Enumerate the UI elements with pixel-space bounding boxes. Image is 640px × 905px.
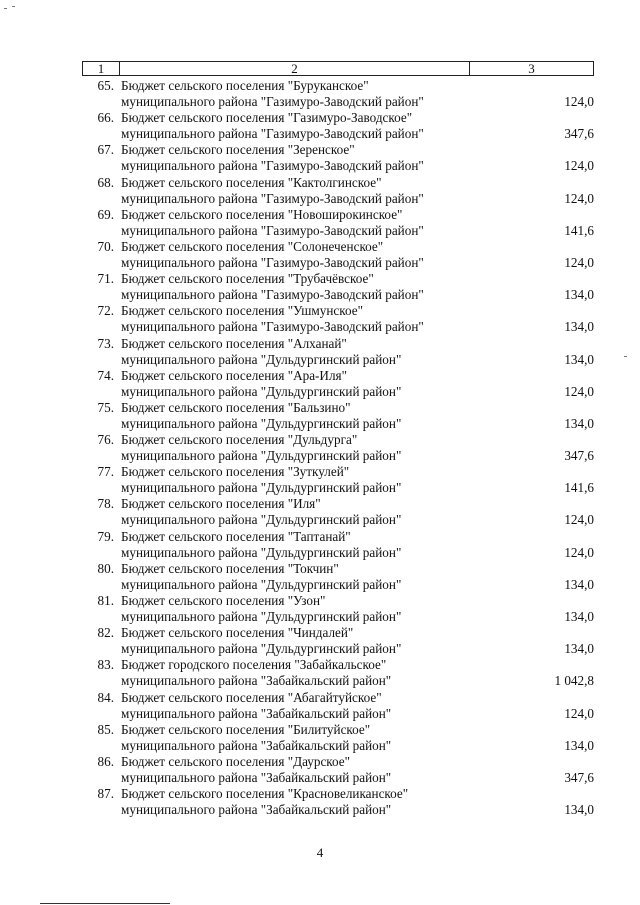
table-row	[0, 238, 640, 270]
row-number: 70.	[97, 238, 114, 254]
row-number: 85.	[97, 721, 114, 737]
table-row	[0, 174, 640, 206]
row-title-line: Бюджет сельского поселения "Трубачёвское"	[121, 271, 374, 287]
page-number: 4	[316, 845, 324, 860]
table-row	[0, 367, 640, 399]
row-number: 80.	[97, 560, 114, 576]
row-amount: 134,0	[564, 351, 594, 367]
row-district-line: муниципального района "Забайкальский район"	[121, 673, 392, 689]
table-row	[0, 592, 640, 624]
table-row	[0, 560, 640, 592]
row-title-line: Бюджет сельского поселения "Таптанай"	[121, 528, 351, 544]
row-district-line: муниципального района "Забайкальский район"	[121, 769, 392, 785]
row-amount: 124,0	[564, 383, 594, 399]
row-amount: 124,0	[564, 190, 594, 206]
header-col-2: 2	[120, 62, 470, 75]
row-amount: 1 042,8	[554, 673, 594, 689]
row-district-line: муниципального района "Дульдургинский район"	[121, 641, 402, 657]
row-district-line: муниципального района "Дульдургинский район"	[121, 383, 402, 399]
row-title-line: Бюджет сельского поселения "Чиндалей"	[121, 625, 354, 641]
row-number: 78.	[97, 496, 114, 512]
row-district-line: муниципального района "Дульдургинский район"	[121, 415, 402, 431]
row-number: 83.	[97, 657, 114, 673]
row-amount: 134,0	[564, 576, 594, 592]
scan-speck	[4, 8, 7, 9]
row-number: 66.	[97, 110, 114, 126]
row-district-line: муниципального района "Газимуро-Заводский район"	[121, 126, 424, 142]
row-district-line: муниципального района "Газимуро-Заводский район"	[121, 254, 424, 270]
row-amount: 124,0	[564, 544, 594, 560]
row-number: 77.	[97, 464, 114, 480]
table-row	[0, 689, 640, 721]
table-row	[0, 753, 640, 785]
table-row	[0, 463, 640, 495]
row-district-line: муниципального района "Газимуро-Заводский район"	[121, 94, 424, 109]
row-district-line: муниципального района "Забайкальский район"	[121, 705, 392, 721]
row-amount: 347,6	[564, 769, 594, 785]
row-amount: 124,0	[564, 705, 594, 721]
row-number: 81.	[97, 593, 114, 608]
row-number: 76.	[97, 432, 114, 448]
row-amount: 124,0	[564, 94, 594, 109]
table-row	[0, 495, 640, 527]
table-row	[0, 656, 640, 688]
footer-rule	[40, 903, 170, 904]
row-title-line: Бюджет сельского поселения "Иля"	[121, 496, 321, 512]
row-title-line: Бюджет сельского поселения "Буруканское"	[121, 78, 369, 93]
table-row	[0, 624, 640, 656]
row-district-line: муниципального района "Забайкальский район"	[121, 802, 392, 818]
row-title-line: Бюджет сельского поселения "Зеренское"	[121, 142, 355, 158]
row-number: 87.	[97, 786, 114, 802]
header-col-3: 3	[528, 61, 535, 76]
table-row	[0, 206, 640, 238]
row-amount: 134,0	[564, 737, 594, 753]
row-title-line: Бюджет сельского поселения "Алханай"	[121, 335, 347, 351]
row-amount: 347,6	[564, 448, 594, 464]
row-district-line: муниципального района "Газимуро-Заводский район"	[121, 158, 424, 174]
table-row	[0, 141, 640, 173]
row-district-line: муниципального района "Дульдургинский район"	[121, 544, 402, 560]
row-amount: 141,6	[564, 480, 594, 496]
row-amount: 134,0	[564, 641, 594, 657]
row-amount: 124,0	[564, 158, 594, 174]
row-district-line: муниципального района "Дульдургинский район"	[121, 448, 402, 464]
table-row	[0, 431, 640, 463]
scan-speck	[624, 356, 627, 357]
table-row	[0, 109, 640, 141]
row-number: 72.	[97, 303, 114, 319]
row-number: 79.	[97, 528, 114, 544]
row-title-line: Бюджет сельского поселения "Билитуйское"	[121, 721, 371, 737]
row-amount: 141,6	[564, 222, 594, 238]
row-title-line: Бюджет сельского поселения "Ушмунское"	[121, 303, 363, 319]
row-number: 71.	[97, 271, 114, 287]
table-row	[0, 528, 640, 560]
row-district-line: муниципального района "Газимуро-Заводский район"	[121, 190, 424, 206]
row-number: 68.	[97, 174, 114, 190]
row-amount: 134,0	[564, 287, 594, 303]
row-amount: 134,0	[564, 609, 594, 624]
row-title-line: Бюджет сельского поселения "Зуткулей"	[121, 464, 350, 480]
row-amount: 134,0	[564, 802, 594, 818]
row-district-line: муниципального района "Газимуро-Заводский район"	[121, 287, 424, 303]
row-amount: 134,0	[564, 415, 594, 431]
row-number: 73.	[97, 335, 114, 351]
row-district-line: муниципального района "Дульдургинский район"	[121, 576, 402, 592]
table-row	[0, 399, 640, 431]
table-row	[0, 302, 640, 334]
row-title-line: Бюджет сельского поселения "Абагайтуйское"	[121, 689, 382, 705]
table-header	[82, 61, 594, 76]
row-number: 82.	[97, 625, 114, 641]
row-amount: 124,0	[564, 512, 594, 528]
row-title-line: Бюджет сельского поселения "Красновеликанское"	[121, 786, 409, 802]
row-number: 75.	[97, 399, 114, 415]
row-district-line: муниципального района "Газимуро-Заводский район"	[121, 319, 424, 335]
row-title-line: Бюджет сельского поселения "Солонеченское"	[121, 238, 384, 254]
table-row	[0, 785, 640, 817]
row-title-line: Бюджет сельского поселения "Узон"	[121, 593, 326, 608]
row-title-line: Бюджет сельского поселения "Даурское"	[121, 753, 351, 769]
row-number: 65.	[97, 78, 114, 93]
row-number: 74.	[97, 367, 114, 383]
row-number: 69.	[97, 206, 114, 222]
row-amount: 124,0	[564, 254, 594, 270]
header-col-1: 1	[83, 62, 120, 75]
row-number: 86.	[97, 753, 114, 769]
row-title-line: Бюджет сельского поселения "Газимуро-Заводское"	[121, 110, 413, 126]
row-amount: 347,6	[564, 126, 594, 142]
table-body	[0, 77, 640, 817]
row-district-line: муниципального района "Дульдургинский район"	[121, 609, 402, 624]
scan-speck	[12, 6, 15, 7]
table-row	[0, 77, 640, 109]
row-amount: 134,0	[564, 319, 594, 335]
row-district-line: муниципального района "Дульдургинский район"	[121, 480, 402, 496]
row-title-line: Бюджет сельского поселения "Бальзино"	[121, 399, 351, 415]
table-row	[0, 270, 640, 302]
row-title-line: Бюджет сельского поселения "Кактолгинское"	[121, 174, 382, 190]
row-title-line: Бюджет городского поселения "Забайкальское"	[121, 657, 387, 673]
row-district-line: муниципального района "Дульдургинский район"	[121, 351, 402, 367]
row-title-line: Бюджет сельского поселения "Токчин"	[121, 560, 339, 576]
row-title-line: Бюджет сельского поселения "Новоширокинское"	[121, 206, 403, 222]
row-number: 84.	[97, 689, 114, 705]
row-district-line: муниципального района "Забайкальский район"	[121, 737, 392, 753]
table-row	[0, 335, 640, 367]
row-title-line: Бюджет сельского поселения "Дульдурга"	[121, 432, 358, 448]
row-district-line: муниципального района "Газимуро-Заводский район"	[121, 222, 424, 238]
table-row	[0, 721, 640, 753]
row-title-line: Бюджет сельского поселения "Ара-Иля"	[121, 367, 347, 383]
row-district-line: муниципального района "Дульдургинский район"	[121, 512, 402, 528]
row-number: 67.	[97, 142, 114, 158]
